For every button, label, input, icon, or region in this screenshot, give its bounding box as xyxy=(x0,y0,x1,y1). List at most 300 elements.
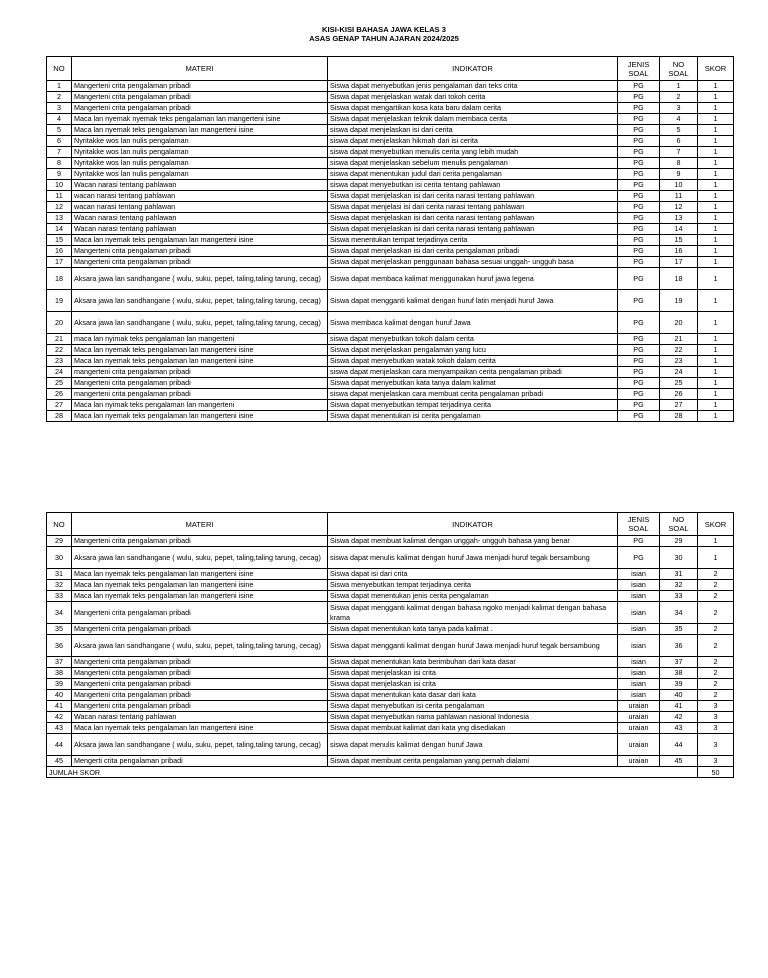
table-row xyxy=(47,635,734,657)
cell-no-soal: 10 xyxy=(660,180,698,191)
cell-indikator: Siswa dapat menjelaskan pengalaman yang lucu xyxy=(328,345,618,356)
cell-skor: 2 xyxy=(698,624,734,635)
cell-skor: 3 xyxy=(698,734,734,756)
cell-no-soal: 14 xyxy=(660,224,698,235)
cell-skor: 1 xyxy=(698,334,734,345)
cell-skor: 1 xyxy=(698,191,734,202)
cell-materi: maca lan nyimak teks pengalaman lan mangerteni xyxy=(72,334,328,345)
table-row xyxy=(47,624,734,635)
cell-skor: 2 xyxy=(698,569,734,580)
cell-jenis-soal: PG xyxy=(618,547,660,569)
total-row xyxy=(47,767,734,778)
cell-jenis-soal: PG xyxy=(618,191,660,202)
header-indikator: INDIKATOR xyxy=(328,57,618,81)
cell-materi: Aksara jawa lan sandhangane ( wulu, suku, pepet, taling,taling tarung, cecag) xyxy=(72,268,328,290)
cell-jenis-soal: PG xyxy=(618,312,660,334)
cell-materi: Aksara jawa lan sandhangane ( wulu, suku, pepet, taling,taling tarung, cecag) xyxy=(72,734,328,756)
table-row xyxy=(47,723,734,734)
cell-no: 16 xyxy=(47,246,72,257)
cell-skor: 1 xyxy=(698,246,734,257)
cell-indikator: Siswa dapat menjelaskan isi crita xyxy=(328,668,618,679)
cell-no: 43 xyxy=(47,723,72,734)
cell-jenis-soal: PG xyxy=(618,114,660,125)
table-row xyxy=(47,569,734,580)
cell-no: 45 xyxy=(47,756,72,767)
cell-no: 7 xyxy=(47,147,72,158)
table-row xyxy=(47,202,734,213)
cell-materi: Maca lan nyemak teks pengalaman lan mangerteni isine xyxy=(72,569,328,580)
cell-indikator: Siswa dapat menjelaskan teknik dalam membaca cerita xyxy=(328,114,618,125)
cell-jenis-soal: uraian xyxy=(618,756,660,767)
table-row xyxy=(47,235,734,246)
cell-jenis-soal: PG xyxy=(618,224,660,235)
cell-materi: Mangerteni crita pengalaman pribadi xyxy=(72,536,328,547)
cell-no: 11 xyxy=(47,191,72,202)
cell-materi: wacan narasi tentang pahlawan xyxy=(72,202,328,213)
cell-jenis-soal: isian xyxy=(618,580,660,591)
cell-skor: 2 xyxy=(698,580,734,591)
cell-materi: Maca lan nyimak teks pengalaman lan mangerteni xyxy=(72,400,328,411)
cell-materi: Mangerteni crita pengalaman pribadi xyxy=(72,624,328,635)
cell-no-soal: 31 xyxy=(660,569,698,580)
cell-materi: Aksara jawa lan sandhangane ( wulu, suku, pepet, taling,taling tarung, cecag) xyxy=(72,312,328,334)
cell-skor: 2 xyxy=(698,635,734,657)
header-materi: MATERI xyxy=(72,513,328,536)
cell-materi: Mangerteni crita pengalaman pribadi xyxy=(72,701,328,712)
cell-indikator: Siswa dapat menjelaskan watak dari tokoh cerita xyxy=(328,92,618,103)
cell-no: 19 xyxy=(47,290,72,312)
cell-no: 23 xyxy=(47,356,72,367)
cell-skor: 1 xyxy=(698,536,734,547)
cell-no-soal: 16 xyxy=(660,246,698,257)
header-no-soal: NO SOAL xyxy=(660,513,698,536)
cell-skor: 1 xyxy=(698,547,734,569)
cell-no: 33 xyxy=(47,591,72,602)
table-row xyxy=(47,712,734,723)
cell-no-soal: 39 xyxy=(660,679,698,690)
cell-no-soal: 3 xyxy=(660,103,698,114)
header-materi: MATERI xyxy=(72,57,328,81)
cell-materi: Mengerti crita pengalaman pribadi xyxy=(72,756,328,767)
cell-no: 29 xyxy=(47,536,72,547)
cell-indikator: Siswa dapat menentukan kata tanya pada kalimat . xyxy=(328,624,618,635)
cell-jenis-soal: isian xyxy=(618,602,660,624)
cell-no-soal: 23 xyxy=(660,356,698,367)
table-row xyxy=(47,411,734,422)
cell-no-soal: 1 xyxy=(660,81,698,92)
table-row xyxy=(47,356,734,367)
cell-no-soal: 32 xyxy=(660,580,698,591)
cell-materi: Maca lan nyemak teks pengalaman lan mangerteni isine xyxy=(72,723,328,734)
cell-skor: 1 xyxy=(698,257,734,268)
cell-skor: 1 xyxy=(698,345,734,356)
cell-indikator: siswa dapat menjelaskan hikmah dari isi cerita xyxy=(328,136,618,147)
header-skor: SKOR xyxy=(698,513,734,536)
cell-no-soal: 15 xyxy=(660,235,698,246)
cell-jenis-soal: PG xyxy=(618,92,660,103)
cell-jenis-soal: PG xyxy=(618,400,660,411)
cell-skor: 1 xyxy=(698,378,734,389)
cell-no: 41 xyxy=(47,701,72,712)
cell-no-soal: 33 xyxy=(660,591,698,602)
cell-skor: 1 xyxy=(698,114,734,125)
cell-no-soal: 8 xyxy=(660,158,698,169)
cell-materi: Aksara jawa lan sandhangane ( wulu, suku, pepet, taling,taling tarung, cecag) xyxy=(72,290,328,312)
table-row xyxy=(47,536,734,547)
cell-no-soal: 40 xyxy=(660,690,698,701)
cell-indikator: siswa dapat menyebutkan menulis cerita yang lebih mudah xyxy=(328,147,618,158)
cell-materi: Mangerteni crita pengalaman pribadi xyxy=(72,378,328,389)
cell-jenis-soal: uraian xyxy=(618,701,660,712)
table-row xyxy=(47,547,734,569)
cell-no: 40 xyxy=(47,690,72,701)
cell-indikator: siswa dapat menyebutkan tokoh dalam cerita xyxy=(328,334,618,345)
table-row xyxy=(47,690,734,701)
cell-indikator: siswa dapat menjelaskan cara membuat cerita pengalaman pribadi xyxy=(328,389,618,400)
cell-no-soal: 12 xyxy=(660,202,698,213)
cell-materi: Maca lan nyemak teks pengalaman lan mangerteni isine xyxy=(72,591,328,602)
cell-indikator: siswa dapat menjelaskan sebelum menulis pengalaman xyxy=(328,158,618,169)
kisi-kisi-table-2 xyxy=(46,512,734,778)
table-row xyxy=(47,147,734,158)
cell-no: 5 xyxy=(47,125,72,136)
cell-materi: mangerteni crita pengalaman pribadi xyxy=(72,389,328,400)
cell-no: 42 xyxy=(47,712,72,723)
cell-no-soal: 25 xyxy=(660,378,698,389)
cell-materi: Mangerteni crita pengalaman pribadi xyxy=(72,690,328,701)
cell-no: 37 xyxy=(47,657,72,668)
cell-indikator: Siswa dapat membaca kalimat menggunakan huruf jawa legena xyxy=(328,268,618,290)
cell-no-soal: 30 xyxy=(660,547,698,569)
cell-no: 26 xyxy=(47,389,72,400)
cell-indikator: Siswa menyebutkan tempat terjadinya cerita xyxy=(328,580,618,591)
header-jenis-soal: JENIS SOAL xyxy=(618,57,660,81)
cell-no: 15 xyxy=(47,235,72,246)
cell-no: 18 xyxy=(47,268,72,290)
cell-no-soal: 38 xyxy=(660,668,698,679)
cell-materi: Wacan narasi tentang pahlawan xyxy=(72,180,328,191)
cell-jenis-soal: PG xyxy=(618,356,660,367)
cell-no: 14 xyxy=(47,224,72,235)
cell-jenis-soal: PG xyxy=(618,411,660,422)
table-row xyxy=(47,756,734,767)
cell-no-soal: 44 xyxy=(660,734,698,756)
cell-no: 34 xyxy=(47,602,72,624)
cell-jenis-soal: isian xyxy=(618,657,660,668)
cell-indikator: Siswa dapat menentukan kata berimbuhan dari kata dasar xyxy=(328,657,618,668)
table-header-row xyxy=(47,57,734,81)
cell-jenis-soal: PG xyxy=(618,169,660,180)
table-header-row xyxy=(47,513,734,536)
cell-indikator: Siswa dapat menyebutkan tempat terjadinya cerita xyxy=(328,400,618,411)
cell-no: 6 xyxy=(47,136,72,147)
header-no: NO xyxy=(47,513,72,536)
cell-no-soal: 45 xyxy=(660,756,698,767)
cell-skor: 1 xyxy=(698,136,734,147)
table-row xyxy=(47,169,734,180)
cell-skor: 2 xyxy=(698,591,734,602)
table-row xyxy=(47,679,734,690)
header-skor: SKOR xyxy=(698,57,734,81)
cell-skor: 1 xyxy=(698,400,734,411)
cell-jenis-soal: PG xyxy=(618,290,660,312)
table-row xyxy=(47,668,734,679)
cell-jenis-soal: PG xyxy=(618,158,660,169)
cell-indikator: Siswa dapat menyebutkan watak tokoh dalam cerita xyxy=(328,356,618,367)
cell-no-soal: 7 xyxy=(660,147,698,158)
cell-indikator: Siswa dapat menentukan jenis cerita pengalaman xyxy=(328,591,618,602)
table-row xyxy=(47,367,734,378)
cell-indikator: Siswa dapat membuat kalimat dengan unggah- ungguh bahasa yang benar xyxy=(328,536,618,547)
cell-materi: Nyritakke wos lan nulis pengalaman xyxy=(72,136,328,147)
cell-indikator: siswa dapat menulis kalimat dengan huruf Jawa xyxy=(328,734,618,756)
cell-skor: 1 xyxy=(698,169,734,180)
cell-indikator: Siswa membaca kalimat dengan huruf Jawa xyxy=(328,312,618,334)
cell-jenis-soal: PG xyxy=(618,125,660,136)
cell-no: 13 xyxy=(47,213,72,224)
cell-materi: Wacan narasi tentang pahlawan xyxy=(72,213,328,224)
cell-skor: 2 xyxy=(698,602,734,624)
cell-jenis-soal: uraian xyxy=(618,734,660,756)
cell-materi: Mangerteni crita pengalaman pribadi xyxy=(72,679,328,690)
cell-indikator: Siswa dapat menjelaskan isi dari cerita pengalaman pribadi xyxy=(328,246,618,257)
cell-materi: Nyritakke wos lan nulis pengalaman xyxy=(72,147,328,158)
total-value: 50 xyxy=(698,767,734,778)
cell-jenis-soal: PG xyxy=(618,180,660,191)
cell-skor: 3 xyxy=(698,701,734,712)
table-row xyxy=(47,81,734,92)
cell-no-soal: 28 xyxy=(660,411,698,422)
cell-no-soal: 26 xyxy=(660,389,698,400)
header-no: NO xyxy=(47,57,72,81)
cell-skor: 1 xyxy=(698,92,734,103)
cell-skor: 1 xyxy=(698,411,734,422)
cell-no-soal: 19 xyxy=(660,290,698,312)
cell-skor: 1 xyxy=(698,81,734,92)
table-row xyxy=(47,734,734,756)
cell-skor: 2 xyxy=(698,690,734,701)
cell-indikator: siswa dapat menjelaskan cara menyampaikan cerita pengalaman pribadi xyxy=(328,367,618,378)
cell-indikator: Siswa dapat menyebutkan isi cerita pengalaman xyxy=(328,701,618,712)
cell-skor: 1 xyxy=(698,356,734,367)
cell-skor: 3 xyxy=(698,756,734,767)
cell-indikator: siswa dapat menentukan judul dari cerita pengalaman xyxy=(328,169,618,180)
cell-indikator: Siswa dapat menyebutkan kata tanya dalam kalimat xyxy=(328,378,618,389)
cell-no: 27 xyxy=(47,400,72,411)
cell-skor: 2 xyxy=(698,657,734,668)
cell-materi: Maca lan nyemak teks pengalaman lan mangerteni isine xyxy=(72,580,328,591)
total-label: JUMLAH SKOR xyxy=(47,767,698,778)
table-row xyxy=(47,602,734,624)
cell-no-soal: 13 xyxy=(660,213,698,224)
cell-jenis-soal: isian xyxy=(618,679,660,690)
table-row xyxy=(47,378,734,389)
cell-indikator: Siswa dapat mengganti kalimat dengan huruf Jawa menjadi huruf tegak bersambung xyxy=(328,635,618,657)
cell-materi: Nyritakke wos lan nulis pengalaman xyxy=(72,169,328,180)
cell-no: 35 xyxy=(47,624,72,635)
cell-indikator: siswa dapat menjelaskan isi dari cerita xyxy=(328,125,618,136)
cell-materi: Maca lan nyemak teks pengalaman lan mangerteni isine xyxy=(72,411,328,422)
table-row xyxy=(47,103,734,114)
cell-materi: Wacan narasi tentang pahlawan xyxy=(72,224,328,235)
cell-no: 38 xyxy=(47,668,72,679)
cell-no-soal: 24 xyxy=(660,367,698,378)
table-row xyxy=(47,345,734,356)
cell-jenis-soal: uraian xyxy=(618,712,660,723)
table-row xyxy=(47,290,734,312)
cell-jenis-soal: PG xyxy=(618,147,660,158)
cell-no: 31 xyxy=(47,569,72,580)
table-row xyxy=(47,136,734,147)
cell-indikator: Siswa dapat membuat kalimat dari kata yng disediakan xyxy=(328,723,618,734)
table-row xyxy=(47,657,734,668)
cell-materi: Maca lan nyemak teks pengalaman lan mangerteni isine xyxy=(72,125,328,136)
table-row xyxy=(47,213,734,224)
cell-no-soal: 35 xyxy=(660,624,698,635)
cell-materi: Mangerteni crita pengalaman pribadi xyxy=(72,103,328,114)
cell-jenis-soal: PG xyxy=(618,268,660,290)
cell-no-soal: 4 xyxy=(660,114,698,125)
table-row xyxy=(47,125,734,136)
cell-skor: 1 xyxy=(698,389,734,400)
title-line-2: ASAS GENAP TAHUN AJARAN 2024/2025 xyxy=(309,34,459,43)
cell-materi: Maca lan nyemak teks pengalaman lan mangerteni isine xyxy=(72,345,328,356)
cell-indikator: Siswa dapat mengganti kalimat dengan bahasa ngoko menjadi kalimat dengan bahasa krama xyxy=(328,602,618,624)
cell-jenis-soal: PG xyxy=(618,103,660,114)
cell-materi: Maca lan nyemak teks pengalaman lan mangerteni isine xyxy=(72,356,328,367)
cell-no-soal: 20 xyxy=(660,312,698,334)
cell-indikator: Siswa dapat mengartikan kosa kata baru dalam cerita xyxy=(328,103,618,114)
table-row xyxy=(47,580,734,591)
table-row xyxy=(47,591,734,602)
cell-no: 39 xyxy=(47,679,72,690)
cell-no: 24 xyxy=(47,367,72,378)
cell-skor: 1 xyxy=(698,213,734,224)
cell-materi: Mangerteni crita pengalaman pribadi xyxy=(72,81,328,92)
cell-jenis-soal: isian xyxy=(618,591,660,602)
cell-skor: 2 xyxy=(698,668,734,679)
cell-no-soal: 17 xyxy=(660,257,698,268)
cell-jenis-soal: PG xyxy=(618,81,660,92)
cell-no: 30 xyxy=(47,547,72,569)
cell-jenis-soal: isian xyxy=(618,569,660,580)
cell-no: 28 xyxy=(47,411,72,422)
cell-jenis-soal: PG xyxy=(618,389,660,400)
cell-indikator: Siswa dapat menyebutkan jenis pengalaman dari teks crita xyxy=(328,81,618,92)
cell-indikator: Siswa menentukan tempat terjadinya cerita xyxy=(328,235,618,246)
cell-skor: 1 xyxy=(698,180,734,191)
cell-indikator: Siswa dapat menjelaskan isi dari cerita narasi tentang pahlawan xyxy=(328,191,618,202)
cell-skor: 2 xyxy=(698,679,734,690)
cell-no: 21 xyxy=(47,334,72,345)
cell-no-soal: 9 xyxy=(660,169,698,180)
cell-no: 1 xyxy=(47,81,72,92)
cell-materi: Aksara jawa lan sandhangane ( wulu, suku, pepet, taling,taling tarung, cecag) xyxy=(72,635,328,657)
cell-skor: 1 xyxy=(698,367,734,378)
cell-skor: 1 xyxy=(698,202,734,213)
cell-skor: 1 xyxy=(698,268,734,290)
cell-materi: Maca lan nyemak teks pengalaman lan mangerteni isine xyxy=(72,235,328,246)
document-title xyxy=(0,25,768,43)
table-row xyxy=(47,389,734,400)
cell-jenis-soal: PG xyxy=(618,345,660,356)
cell-no: 25 xyxy=(47,378,72,389)
table-row xyxy=(47,92,734,103)
cell-indikator: Siswa dapat menjelasi isi dari cerita narasi tentang pahlawan xyxy=(328,202,618,213)
cell-indikator: Siswa dapat menjelaskan isi dari cerita narasi tentang pahlawan xyxy=(328,213,618,224)
cell-no-soal: 22 xyxy=(660,345,698,356)
cell-skor: 1 xyxy=(698,235,734,246)
cell-skor: 1 xyxy=(698,125,734,136)
table-row xyxy=(47,180,734,191)
cell-no-soal: 29 xyxy=(660,536,698,547)
cell-no-soal: 37 xyxy=(660,657,698,668)
cell-indikator: Siswa dapat menentukan isi cerita pengalaman xyxy=(328,411,618,422)
cell-jenis-soal: PG xyxy=(618,367,660,378)
cell-skor: 1 xyxy=(698,290,734,312)
cell-no: 4 xyxy=(47,114,72,125)
cell-no: 36 xyxy=(47,635,72,657)
cell-no-soal: 34 xyxy=(660,602,698,624)
cell-materi: Nyritakke wos lan nulis pengalaman xyxy=(72,158,328,169)
cell-indikator: siswa dapat menyebutkan isi cerita tentang pahlawan xyxy=(328,180,618,191)
table-row xyxy=(47,268,734,290)
table-row xyxy=(47,224,734,235)
table-row xyxy=(47,257,734,268)
cell-skor: 1 xyxy=(698,224,734,235)
cell-jenis-soal: isian xyxy=(618,624,660,635)
cell-no-soal: 18 xyxy=(660,268,698,290)
cell-materi: Mangerteni crita pengalaman pribadi xyxy=(72,602,328,624)
cell-jenis-soal: isian xyxy=(618,690,660,701)
cell-jenis-soal: isian xyxy=(618,635,660,657)
cell-indikator: Siswa dapat menjelaskan isi dari cerita narasi tentang pahlawan xyxy=(328,224,618,235)
cell-materi: mangerteni crita pengalaman pribadi xyxy=(72,367,328,378)
table-row xyxy=(47,158,734,169)
cell-no-soal: 5 xyxy=(660,125,698,136)
cell-jenis-soal: PG xyxy=(618,202,660,213)
cell-no: 44 xyxy=(47,734,72,756)
cell-materi: Wacan narasi tentang pahlawan xyxy=(72,712,328,723)
cell-jenis-soal: PG xyxy=(618,536,660,547)
cell-skor: 1 xyxy=(698,103,734,114)
cell-materi: Mangerteni crita pengalaman pribadi xyxy=(72,246,328,257)
cell-materi: Mangerteni crita pengalaman pribadi xyxy=(72,92,328,103)
cell-no-soal: 27 xyxy=(660,400,698,411)
cell-jenis-soal: PG xyxy=(618,378,660,389)
header-no-soal: NO SOAL xyxy=(660,57,698,81)
cell-no: 2 xyxy=(47,92,72,103)
cell-skor: 1 xyxy=(698,312,734,334)
cell-no-soal: 36 xyxy=(660,635,698,657)
cell-no: 8 xyxy=(47,158,72,169)
cell-indikator: Siswa dapat menyebutkan nama pahlawan nasional Indonesia xyxy=(328,712,618,723)
table-row xyxy=(47,701,734,712)
cell-no: 10 xyxy=(47,180,72,191)
cell-no-soal: 11 xyxy=(660,191,698,202)
cell-indikator: siswa dapat menulis kalimat dengan huruf Jawa menjadi huruf tegak bersambung xyxy=(328,547,618,569)
cell-materi: Aksara jawa lan sandhangane ( wulu, suku, pepet, taling,taling tarung, cecag) xyxy=(72,547,328,569)
cell-jenis-soal: PG xyxy=(618,213,660,224)
table-row xyxy=(47,312,734,334)
cell-skor: 1 xyxy=(698,158,734,169)
table-row xyxy=(47,114,734,125)
table-row xyxy=(47,334,734,345)
cell-no: 17 xyxy=(47,257,72,268)
cell-jenis-soal: PG xyxy=(618,235,660,246)
cell-no-soal: 42 xyxy=(660,712,698,723)
cell-no: 12 xyxy=(47,202,72,213)
